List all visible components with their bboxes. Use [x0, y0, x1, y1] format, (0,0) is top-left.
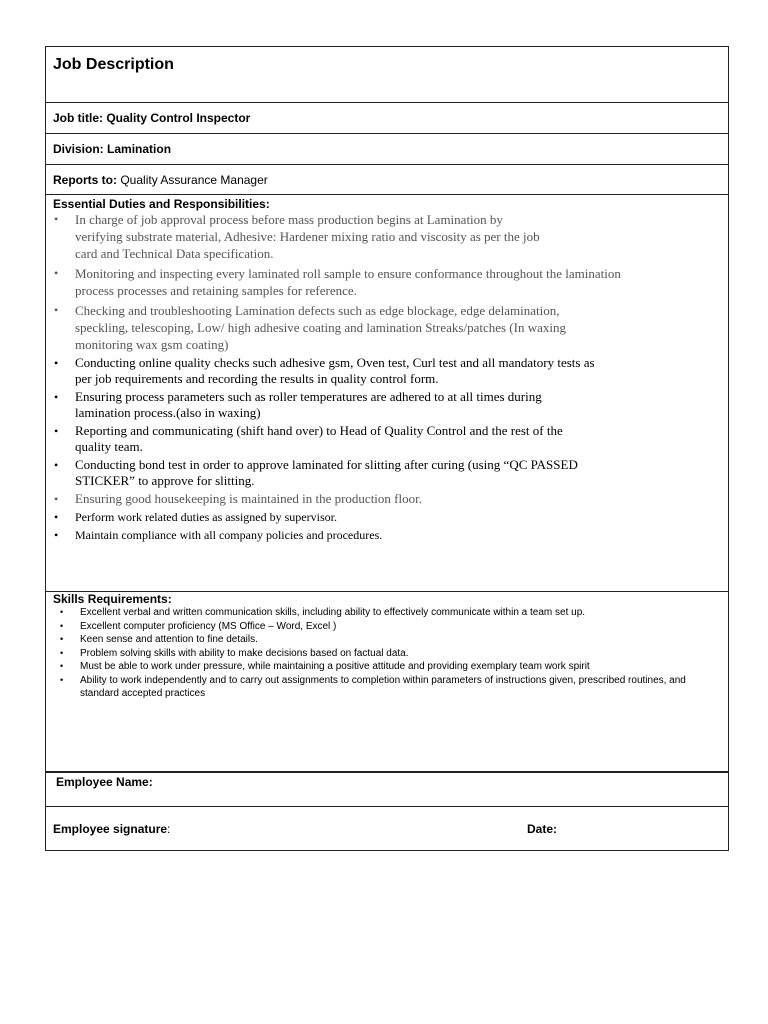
employee-signature-field [53, 822, 170, 836]
date-label: Date: [527, 822, 558, 836]
bullet-icon: • [60, 634, 64, 644]
duties-heading: Essential Duties and Responsibilities: [53, 197, 270, 211]
bullet-icon: • [60, 674, 64, 685]
employee-name-row [46, 773, 728, 807]
reports-to-field [53, 173, 268, 187]
skills-heading: Skills Requirements: [53, 592, 172, 606]
duty-item: • Monitoring and inspecting every laminated roll sample to ensure conformance throughout the lamination process processes and retaining samples for reference. [54, 266, 621, 298]
job-title-row [46, 103, 728, 134]
duty-item: • Ensuring process parameters such as roller temperatures are adhered to at all times during lamination process.(also in waxing) [54, 389, 542, 420]
bullet-icon: • [54, 458, 59, 472]
skill-item: • Keen sense and attention to fine details. [60, 634, 258, 645]
duty-item: • Perform work related duties as assigned by supervisor. [54, 510, 337, 524]
duty-item: • Checking and troubleshooting Lamination defects such as edge blockage, edge delamination, speckling, telescoping, Low/ high adhesive coating and lamination Streaks/patches (In waxing monitoring wax gsm coating) [54, 303, 566, 352]
duty-item: • Maintain compliance with all company policies and procedures. [54, 528, 383, 542]
bullet-icon: • [54, 390, 59, 404]
skill-item: • Must be able to work under pressure, while maintaining a positive attitude and providing exemplary team work spirit [60, 661, 590, 672]
job-title-value: Quality Control Inspector [106, 111, 251, 125]
page-title: Job Description [53, 56, 174, 73]
bullet-icon: • [54, 303, 59, 317]
job-title-field [53, 111, 250, 125]
division-row [46, 134, 728, 165]
bullet-icon: • [54, 510, 59, 524]
skill-item: • Excellent verbal and written communication skills, including ability to effectively communicate within a team set up. [60, 607, 586, 618]
division-field [53, 142, 171, 156]
signature-row [46, 807, 728, 851]
bullet-icon: • [60, 647, 64, 658]
job-title-label: Job title: [53, 111, 103, 125]
skill-item: • Excellent computer proficiency (MS Office – Word, Excel ) [60, 620, 337, 632]
job-description-form [45, 46, 729, 851]
duty-item: • Reporting and communicating (shift hand over) to Head of Quality Control and the rest of the quality team. [54, 423, 563, 454]
bullet-icon: • [60, 661, 64, 671]
duties-list [53, 211, 723, 543]
bullet-icon: • [60, 620, 64, 631]
bullet-icon: • [54, 492, 59, 506]
bullet-icon: • [54, 356, 59, 370]
duty-item: • In charge of job approval process before mass production begins at Lamination by verifying substrate material, Adhesive: Hardener mixing ratio and viscosity as per the job card and Technical Data specification. [54, 212, 540, 261]
duty-item: • Conducting online quality checks such adhesive gsm, Oven test, Curl test and all mandatory tests as per job requirements and recording the results in quality control form. [54, 355, 595, 386]
division-value: Lamination [107, 142, 172, 156]
reports-to-label: Reports to: [53, 173, 117, 187]
duty-item: • Ensuring good housekeeping is maintained in the production floor. [54, 491, 422, 506]
division-label: Division: [53, 142, 104, 156]
reports-to-value: Quality Assurance Manager [120, 173, 268, 187]
bullet-icon: • [54, 212, 59, 226]
duty-item: • Conducting bond test in order to approve laminated for slitting after curing (using “QC PASSED STICKER” to approve for slitting. [54, 457, 578, 488]
title-row [46, 47, 728, 103]
employee-name-label: Employee Name: [56, 775, 153, 789]
duties-section [53, 197, 723, 543]
skill-item: • Problem solving skills with ability to make decisions based on factual data. [60, 647, 409, 659]
skill-item: • Ability to work independently and to carry out assignments to completion within parameters of instructions given, prescribed routines, and standard accepted practices [60, 674, 686, 699]
bullet-icon: • [54, 424, 59, 438]
skills-list [53, 606, 723, 701]
employee-signature-label: Employee signature [53, 822, 168, 836]
reports-to-row [46, 165, 728, 195]
bullet-icon: • [54, 266, 59, 280]
bullet-icon: • [60, 607, 64, 617]
signature-colon: : [167, 822, 171, 836]
skills-section [53, 592, 723, 701]
bullet-icon: • [54, 528, 59, 542]
